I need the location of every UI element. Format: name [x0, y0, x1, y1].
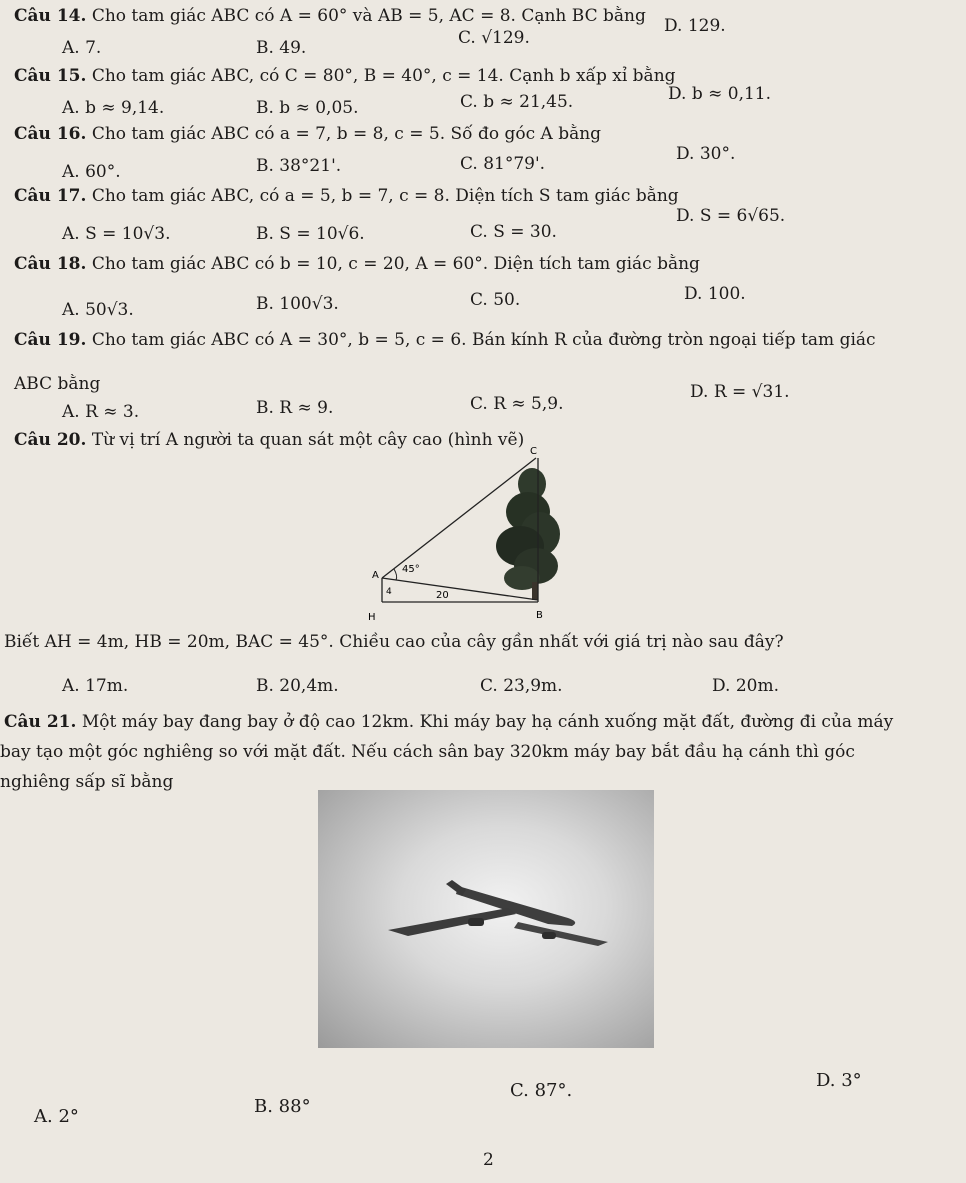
- q14-option-b[interactable]: B. 49.: [256, 38, 307, 58]
- q19-option-d[interactable]: D. R = √31.: [690, 382, 790, 402]
- q17-option-a[interactable]: A. S = 10√3.: [62, 224, 171, 244]
- q19-option-b[interactable]: B. R ≈ 9.: [256, 398, 334, 418]
- q17-option-c[interactable]: C. S = 30.: [470, 222, 557, 242]
- q15-option-c[interactable]: C. b ≈ 21,45.: [460, 92, 574, 112]
- question-19: [14, 330, 876, 350]
- q19-option-c[interactable]: C. R ≈ 5,9.: [470, 394, 564, 414]
- question-15-text: Cho tam giác ABC, có C = 80°, B = 40°, c = 14. Cạnh b xấp xỉ bằng: [91, 66, 676, 86]
- q18-option-b[interactable]: B. 100√3.: [256, 294, 339, 314]
- q15-option-b[interactable]: B. b ≈ 0,05.: [256, 98, 359, 118]
- q21-option-a[interactable]: A. 2°: [34, 1106, 79, 1127]
- question-20-text: Từ vị trí A người ta quan sát một cây cao (hình vẽ): [91, 430, 525, 450]
- airplane-wing-right: [514, 922, 608, 946]
- question-17: [14, 186, 679, 206]
- airplane-photo: [318, 790, 654, 1048]
- angle-arc: [394, 569, 397, 580]
- question-14: [14, 6, 646, 26]
- page-number: 2: [483, 1150, 494, 1170]
- question-21-title: Câu 21.: [4, 712, 77, 732]
- question-17-title: Câu 17.: [14, 186, 87, 206]
- q20-option-a[interactable]: A. 17m.: [62, 676, 129, 696]
- label-a: A: [372, 570, 379, 581]
- question-18-text: Cho tam giác ABC có b = 10, c = 20, A = 60°. Diện tích tam giác bằng: [91, 254, 700, 274]
- q16-option-a[interactable]: A. 60°.: [62, 162, 121, 182]
- tree-foliage: [496, 468, 560, 590]
- q19-option-a[interactable]: A. R ≈ 3.: [62, 402, 140, 422]
- q16-option-c[interactable]: C. 81°79'.: [460, 154, 546, 174]
- question-16: [14, 124, 601, 144]
- q17-option-b[interactable]: B. S = 10√6.: [256, 224, 365, 244]
- label-hb-length: 20: [436, 590, 449, 601]
- question-17-text: Cho tam giác ABC, có a = 5, b = 7, c = 8. Diện tích S tam giác bằng: [91, 186, 679, 206]
- q14-option-a[interactable]: A. 7.: [62, 38, 102, 58]
- question-15-title: Câu 15.: [14, 66, 87, 86]
- question-21-text: Một máy bay đang bay ở độ cao 12km. Khi máy bay hạ cánh xuống mặt đất, đường đi của máy: [81, 712, 894, 732]
- q15-option-d[interactable]: D. b ≈ 0,11.: [668, 84, 772, 104]
- airplane-illustration: [318, 790, 654, 1048]
- q21-option-b[interactable]: B. 88°: [254, 1096, 311, 1117]
- q14-option-c[interactable]: C. √129.: [458, 28, 530, 48]
- q14-option-d[interactable]: D. 129.: [664, 16, 726, 36]
- question-21: [4, 712, 893, 732]
- tree-trunk: [532, 582, 538, 600]
- question-16-text: Cho tam giác ABC có a = 7, b = 8, c = 5. Số đo góc A bằng: [91, 124, 602, 144]
- q18-option-c[interactable]: C. 50.: [470, 290, 521, 310]
- question-15: [14, 66, 676, 86]
- question-21-text-line3: nghiêng sấp sĩ bằng: [0, 772, 174, 792]
- question-20-given: Biết AH = 4m, HB = 20m, BAC = 45°. Chiều cao của cây gần nhất với giá trị nào sau đây?: [4, 632, 784, 652]
- airplane-tail: [446, 880, 466, 896]
- label-b: B: [536, 610, 543, 621]
- question-14-text: Cho tam giác ABC có A = 60° và AB = 5, AC = 8. Cạnh BC bằng: [91, 6, 646, 26]
- airplane-wing-left: [388, 908, 516, 936]
- q21-option-d[interactable]: D. 3°: [816, 1070, 862, 1091]
- q16-option-d[interactable]: D. 30°.: [676, 144, 736, 164]
- label-c: C: [530, 446, 537, 457]
- airplane-engine: [542, 932, 556, 939]
- q18-option-a[interactable]: A. 50√3.: [62, 300, 134, 320]
- q17-option-d[interactable]: D. S = 6√65.: [676, 206, 786, 226]
- tree-figure: [360, 444, 560, 626]
- question-19-text: Cho tam giác ABC có A = 30°, b = 5, c = 6. Bán kính R của đường tròn ngoại tiếp tam giác: [91, 330, 876, 350]
- q18-option-d[interactable]: D. 100.: [684, 284, 746, 304]
- question-21-text-line2: bay tạo một góc nghiêng so với mặt đất. Nếu cách sân bay 320km máy bay bắt đầu hạ cánh thì góc: [0, 742, 855, 762]
- question-18-title: Câu 18.: [14, 254, 87, 274]
- question-19-text-line2: ABC bằng: [14, 374, 101, 394]
- question-16-title: Câu 16.: [14, 124, 87, 144]
- question-18: [14, 254, 700, 274]
- question-20-title: Câu 20.: [14, 430, 87, 450]
- airplane-engine: [468, 918, 484, 926]
- q21-option-c[interactable]: C. 87°.: [510, 1080, 573, 1101]
- question-14-title: Câu 14.: [14, 6, 87, 26]
- question-19-title: Câu 19.: [14, 330, 87, 350]
- q15-option-a[interactable]: A. b ≈ 9,14.: [62, 98, 165, 118]
- label-angle: 45°: [402, 564, 420, 575]
- q20-option-c[interactable]: C. 23,9m.: [480, 676, 563, 696]
- label-h: H: [368, 612, 376, 623]
- q20-option-b[interactable]: B. 20,4m.: [256, 676, 339, 696]
- q20-option-d[interactable]: D. 20m.: [712, 676, 779, 696]
- label-ah-length: 4: [386, 587, 392, 597]
- q16-option-b[interactable]: B. 38°21'.: [256, 156, 342, 176]
